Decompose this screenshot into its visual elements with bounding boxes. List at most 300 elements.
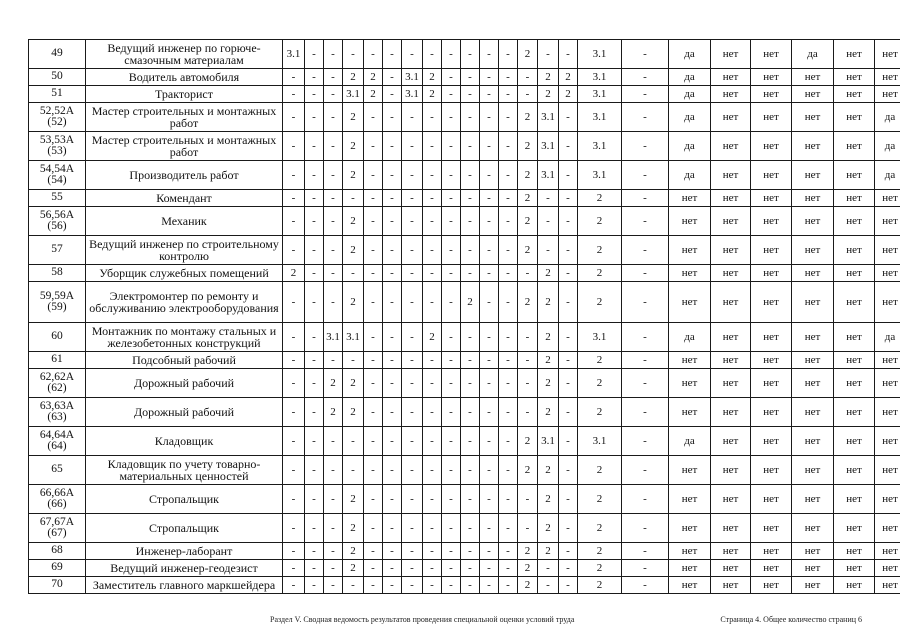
class-value-cell: 2 (518, 427, 538, 456)
yes-no-cell: нет (875, 86, 900, 103)
yes-no-cell: нет (711, 265, 751, 282)
class-value-cell: - (442, 161, 461, 190)
class-value-cell: 2 (518, 161, 538, 190)
yes-no-cell: нет (669, 456, 711, 485)
class-value-cell: - (383, 132, 402, 161)
yes-no-cell: нет (751, 369, 792, 398)
class-value-cell: - (461, 103, 480, 132)
class-value-cell: 2 (518, 190, 538, 207)
row-number-cell: 52,52А (52) (29, 103, 86, 132)
class-value-cell: 2 (559, 69, 578, 86)
yes-no-cell: нет (792, 543, 834, 560)
class-value-cell: - (622, 485, 669, 514)
class-value-cell: - (423, 236, 442, 265)
class-value-cell: - (559, 40, 578, 69)
yes-no-cell: нет (792, 323, 834, 352)
class-value-cell: - (461, 485, 480, 514)
class-value-cell: - (442, 132, 461, 161)
class-value-cell: - (343, 427, 364, 456)
class-value-cell: - (480, 543, 499, 560)
table-row (29, 103, 900, 132)
class-value-cell: - (559, 132, 578, 161)
class-value-cell: - (283, 282, 305, 323)
class-value-cell: - (423, 207, 442, 236)
class-value-cell: - (461, 456, 480, 485)
class-value-cell: - (622, 543, 669, 560)
yes-no-cell: нет (834, 86, 875, 103)
class-value-cell: - (499, 40, 518, 69)
class-value-cell: - (559, 456, 578, 485)
class-value-cell: - (305, 323, 324, 352)
class-value-cell: - (324, 577, 343, 594)
yes-no-cell: нет (875, 543, 900, 560)
yes-no-cell: нет (834, 40, 875, 69)
yes-no-cell: нет (751, 69, 792, 86)
yes-no-cell: да (669, 427, 711, 456)
class-value-cell: - (283, 485, 305, 514)
class-value-cell: - (305, 190, 324, 207)
class-value-cell: - (305, 265, 324, 282)
job-title-cell: Мастер строительных и монтажных работ (86, 132, 283, 161)
class-value-cell: 3.1 (324, 323, 343, 352)
yes-no-cell: нет (669, 543, 711, 560)
class-value-cell: - (305, 207, 324, 236)
yes-no-cell: нет (792, 69, 834, 86)
class-value-cell: - (383, 352, 402, 369)
yes-no-cell: нет (751, 86, 792, 103)
class-value-cell: 3.1 (578, 86, 622, 103)
yes-no-cell: да (669, 103, 711, 132)
class-value-cell: - (499, 577, 518, 594)
class-value-cell: - (383, 560, 402, 577)
class-value-cell: - (461, 69, 480, 86)
class-value-cell: - (499, 69, 518, 86)
yes-no-cell: нет (669, 282, 711, 323)
class-value-cell: - (402, 207, 423, 236)
class-value-cell: - (480, 69, 499, 86)
class-value-cell: 2 (343, 560, 364, 577)
class-value-cell: - (442, 577, 461, 594)
results-table-sheet (28, 39, 898, 594)
yes-no-cell: нет (751, 265, 792, 282)
class-value-cell: 2 (518, 560, 538, 577)
class-value-cell: - (480, 514, 499, 543)
class-value-cell: - (364, 543, 383, 560)
class-value-cell: - (305, 40, 324, 69)
yes-no-cell: нет (669, 265, 711, 282)
class-value-cell: - (442, 560, 461, 577)
class-value-cell: - (402, 577, 423, 594)
table-row (29, 132, 900, 161)
table-row (29, 323, 900, 352)
yes-no-cell: нет (875, 485, 900, 514)
row-number-cell: 54,54А (54) (29, 161, 86, 190)
yes-no-cell: да (875, 161, 900, 190)
class-value-cell: - (518, 369, 538, 398)
job-title-cell: Водитель автомобиля (86, 69, 283, 86)
class-value-cell: - (324, 69, 343, 86)
row-number-cell: 70 (29, 577, 86, 594)
class-value-cell: 2 (343, 398, 364, 427)
class-value-cell: - (383, 323, 402, 352)
class-value-cell: 2 (578, 577, 622, 594)
class-value-cell: - (383, 161, 402, 190)
class-value-cell: - (423, 485, 442, 514)
class-value-cell: - (559, 103, 578, 132)
class-value-cell: - (499, 456, 518, 485)
yes-no-cell: нет (669, 514, 711, 543)
class-value-cell: - (305, 369, 324, 398)
class-value-cell: - (383, 236, 402, 265)
class-value-cell: - (383, 398, 402, 427)
yes-no-cell: нет (751, 161, 792, 190)
job-title-cell: Заместитель главного маркшейдера (86, 577, 283, 594)
class-value-cell: 2 (343, 161, 364, 190)
class-value-cell: - (442, 282, 461, 323)
class-value-cell: - (402, 543, 423, 560)
class-value-cell: - (305, 352, 324, 369)
yes-no-cell: нет (711, 352, 751, 369)
class-value-cell: - (480, 132, 499, 161)
class-value-cell: - (538, 560, 559, 577)
class-value-cell: - (402, 398, 423, 427)
job-title-cell: Мастер строительных и монтажных работ (86, 103, 283, 132)
table-row (29, 560, 900, 577)
class-value-cell: - (343, 577, 364, 594)
class-value-cell: 2 (538, 86, 559, 103)
class-value-cell: 3.1 (578, 132, 622, 161)
class-value-cell: - (559, 514, 578, 543)
class-value-cell: 3.1 (402, 86, 423, 103)
class-value-cell: 2 (518, 577, 538, 594)
class-value-cell: - (461, 352, 480, 369)
yes-no-cell: нет (751, 427, 792, 456)
class-value-cell: - (622, 577, 669, 594)
class-value-cell: - (499, 369, 518, 398)
class-value-cell: - (499, 543, 518, 560)
yes-no-cell: нет (711, 69, 751, 86)
yes-no-cell: нет (792, 514, 834, 543)
class-value-cell: - (538, 40, 559, 69)
row-number-cell: 67,67А (67) (29, 514, 86, 543)
table-row (29, 40, 900, 69)
class-value-cell: - (383, 86, 402, 103)
yes-no-cell: нет (669, 369, 711, 398)
yes-no-cell: нет (792, 86, 834, 103)
job-title-cell: Монтажник по монтажу стальных и железобетонных конструкций (86, 323, 283, 352)
class-value-cell: 2 (578, 265, 622, 282)
class-value-cell: - (461, 132, 480, 161)
class-value-cell: 2 (518, 40, 538, 69)
yes-no-cell: нет (711, 86, 751, 103)
class-value-cell: - (518, 514, 538, 543)
yes-no-cell: нет (669, 236, 711, 265)
class-value-cell: - (622, 560, 669, 577)
class-value-cell: 2 (538, 265, 559, 282)
class-value-cell: - (383, 514, 402, 543)
job-title-cell: Инженер-лаборант (86, 543, 283, 560)
class-value-cell: - (402, 190, 423, 207)
class-value-cell: - (283, 207, 305, 236)
class-value-cell: - (442, 427, 461, 456)
class-value-cell: - (383, 577, 402, 594)
yes-no-cell: да (669, 86, 711, 103)
class-value-cell: - (423, 398, 442, 427)
class-value-cell: 2 (538, 369, 559, 398)
yes-no-cell: нет (875, 369, 900, 398)
class-value-cell: 2 (538, 69, 559, 86)
yes-no-cell: нет (834, 514, 875, 543)
class-value-cell: 2 (423, 323, 442, 352)
row-number-cell: 61 (29, 352, 86, 369)
class-value-cell: - (423, 190, 442, 207)
class-value-cell: 2 (518, 207, 538, 236)
yes-no-cell: нет (834, 190, 875, 207)
results-table-body (29, 40, 900, 594)
class-value-cell: - (383, 456, 402, 485)
class-value-cell: - (364, 190, 383, 207)
yes-no-cell: нет (792, 207, 834, 236)
class-value-cell: 2 (518, 456, 538, 485)
class-value-cell: - (499, 236, 518, 265)
yes-no-cell: нет (875, 236, 900, 265)
class-value-cell: - (480, 323, 499, 352)
class-value-cell: - (402, 560, 423, 577)
class-value-cell: - (480, 207, 499, 236)
class-value-cell: - (559, 543, 578, 560)
job-title-cell: Уборщик служебных помещений (86, 265, 283, 282)
class-value-cell: - (283, 86, 305, 103)
class-value-cell: - (622, 352, 669, 369)
class-value-cell: 2 (538, 282, 559, 323)
yes-no-cell: нет (834, 236, 875, 265)
class-value-cell: - (442, 190, 461, 207)
class-value-cell: - (622, 514, 669, 543)
class-value-cell: 2 (578, 352, 622, 369)
yes-no-cell: нет (834, 369, 875, 398)
yes-no-cell: нет (792, 282, 834, 323)
yes-no-cell: нет (834, 456, 875, 485)
class-value-cell: 2 (364, 69, 383, 86)
yes-no-cell: нет (834, 282, 875, 323)
class-value-cell: - (442, 69, 461, 86)
class-value-cell: 2 (578, 190, 622, 207)
class-value-cell: - (283, 132, 305, 161)
yes-no-cell: нет (875, 282, 900, 323)
yes-no-cell: да (669, 161, 711, 190)
class-value-cell: 2 (578, 560, 622, 577)
class-value-cell: 2 (343, 514, 364, 543)
yes-no-cell: нет (751, 398, 792, 427)
table-row (29, 190, 900, 207)
class-value-cell: - (499, 514, 518, 543)
row-number-cell: 50 (29, 69, 86, 86)
class-value-cell: 2 (578, 236, 622, 265)
class-value-cell: - (305, 398, 324, 427)
class-value-cell: - (442, 207, 461, 236)
class-value-cell: - (559, 427, 578, 456)
class-value-cell: - (480, 398, 499, 427)
yes-no-cell: нет (711, 103, 751, 132)
yes-no-cell: нет (669, 207, 711, 236)
job-title-cell: Подсобный рабочий (86, 352, 283, 369)
class-value-cell: - (461, 323, 480, 352)
class-value-cell: - (559, 265, 578, 282)
class-value-cell: - (499, 398, 518, 427)
class-value-cell: - (442, 543, 461, 560)
class-value-cell: - (283, 427, 305, 456)
yes-no-cell: нет (792, 398, 834, 427)
class-value-cell: - (499, 103, 518, 132)
class-value-cell: - (538, 207, 559, 236)
class-value-cell: - (305, 543, 324, 560)
class-value-cell: - (283, 190, 305, 207)
class-value-cell: - (423, 560, 442, 577)
class-value-cell: - (480, 369, 499, 398)
class-value-cell: 3.1 (578, 69, 622, 86)
class-value-cell: - (518, 69, 538, 86)
class-value-cell: - (364, 427, 383, 456)
yes-no-cell: нет (711, 543, 751, 560)
class-value-cell: - (364, 265, 383, 282)
class-value-cell: - (461, 161, 480, 190)
class-value-cell: - (305, 514, 324, 543)
class-value-cell: - (622, 207, 669, 236)
class-value-cell: 2 (578, 398, 622, 427)
class-value-cell: - (423, 265, 442, 282)
class-value-cell: - (402, 265, 423, 282)
job-title-cell: Производитель работ (86, 161, 283, 190)
yes-no-cell: нет (875, 427, 900, 456)
class-value-cell: - (622, 161, 669, 190)
class-value-cell: - (480, 485, 499, 514)
table-row (29, 236, 900, 265)
yes-no-cell: нет (834, 560, 875, 577)
class-value-cell: - (364, 398, 383, 427)
yes-no-cell: да (875, 323, 900, 352)
class-value-cell: 2 (343, 103, 364, 132)
yes-no-cell: нет (711, 132, 751, 161)
yes-no-cell: нет (711, 485, 751, 514)
class-value-cell: - (383, 207, 402, 236)
row-number-cell: 63,63А (63) (29, 398, 86, 427)
class-value-cell: - (480, 282, 499, 323)
class-value-cell: 2 (538, 543, 559, 560)
class-value-cell: - (518, 398, 538, 427)
class-value-cell: - (364, 132, 383, 161)
row-number-cell: 62,62А (62) (29, 369, 86, 398)
class-value-cell: 2 (578, 282, 622, 323)
yes-no-cell: нет (792, 352, 834, 369)
class-value-cell: - (364, 369, 383, 398)
class-value-cell: 3.1 (538, 161, 559, 190)
class-value-cell: - (364, 103, 383, 132)
class-value-cell: 3.1 (578, 40, 622, 69)
class-value-cell: - (461, 190, 480, 207)
class-value-cell: - (305, 161, 324, 190)
yes-no-cell: нет (669, 190, 711, 207)
yes-no-cell: нет (711, 236, 751, 265)
class-value-cell: - (383, 40, 402, 69)
class-value-cell: - (423, 456, 442, 485)
class-value-cell: - (402, 132, 423, 161)
class-value-cell: - (402, 485, 423, 514)
table-row (29, 369, 900, 398)
class-value-cell: 3.1 (538, 132, 559, 161)
class-value-cell: - (559, 398, 578, 427)
class-value-cell: - (499, 161, 518, 190)
class-value-cell: - (480, 236, 499, 265)
class-value-cell: - (402, 369, 423, 398)
yes-no-cell: нет (834, 69, 875, 86)
class-value-cell: - (402, 103, 423, 132)
class-value-cell: - (283, 543, 305, 560)
yes-no-cell: нет (751, 190, 792, 207)
class-value-cell: - (364, 40, 383, 69)
class-value-cell: - (383, 103, 402, 132)
class-value-cell: - (423, 161, 442, 190)
class-value-cell: - (343, 190, 364, 207)
class-value-cell: - (461, 543, 480, 560)
class-value-cell: - (402, 352, 423, 369)
class-value-cell: - (283, 69, 305, 86)
class-value-cell: - (559, 369, 578, 398)
class-value-cell: - (622, 427, 669, 456)
class-value-cell: 2 (364, 86, 383, 103)
class-value-cell: - (442, 323, 461, 352)
table-row (29, 398, 900, 427)
yes-no-cell: нет (792, 427, 834, 456)
class-value-cell: - (383, 485, 402, 514)
class-value-cell: - (305, 69, 324, 86)
class-value-cell: - (461, 514, 480, 543)
class-value-cell: 3.1 (578, 161, 622, 190)
class-value-cell: - (324, 282, 343, 323)
class-value-cell: - (499, 282, 518, 323)
class-value-cell: - (402, 40, 423, 69)
class-value-cell: - (559, 161, 578, 190)
class-value-cell: - (305, 236, 324, 265)
class-value-cell: 2 (518, 282, 538, 323)
class-value-cell: - (442, 86, 461, 103)
class-value-cell: - (442, 103, 461, 132)
class-value-cell: - (324, 514, 343, 543)
class-value-cell: - (324, 207, 343, 236)
class-value-cell: 2 (518, 132, 538, 161)
class-value-cell: 3.1 (578, 323, 622, 352)
class-value-cell: - (559, 190, 578, 207)
class-value-cell: - (324, 86, 343, 103)
class-value-cell: - (324, 543, 343, 560)
class-value-cell: 2 (283, 265, 305, 282)
class-value-cell: - (383, 369, 402, 398)
class-value-cell: - (402, 427, 423, 456)
class-value-cell: - (305, 86, 324, 103)
class-value-cell: - (423, 132, 442, 161)
class-value-cell: 3.1 (283, 40, 305, 69)
job-title-cell: Ведущий инженер-геодезист (86, 560, 283, 577)
class-value-cell: 3.1 (538, 427, 559, 456)
class-value-cell: - (442, 352, 461, 369)
class-value-cell: - (324, 485, 343, 514)
yes-no-cell: нет (792, 456, 834, 485)
class-value-cell: - (383, 543, 402, 560)
class-value-cell: - (461, 207, 480, 236)
table-row (29, 543, 900, 560)
class-value-cell: - (402, 236, 423, 265)
class-value-cell: - (423, 103, 442, 132)
class-value-cell: - (305, 132, 324, 161)
